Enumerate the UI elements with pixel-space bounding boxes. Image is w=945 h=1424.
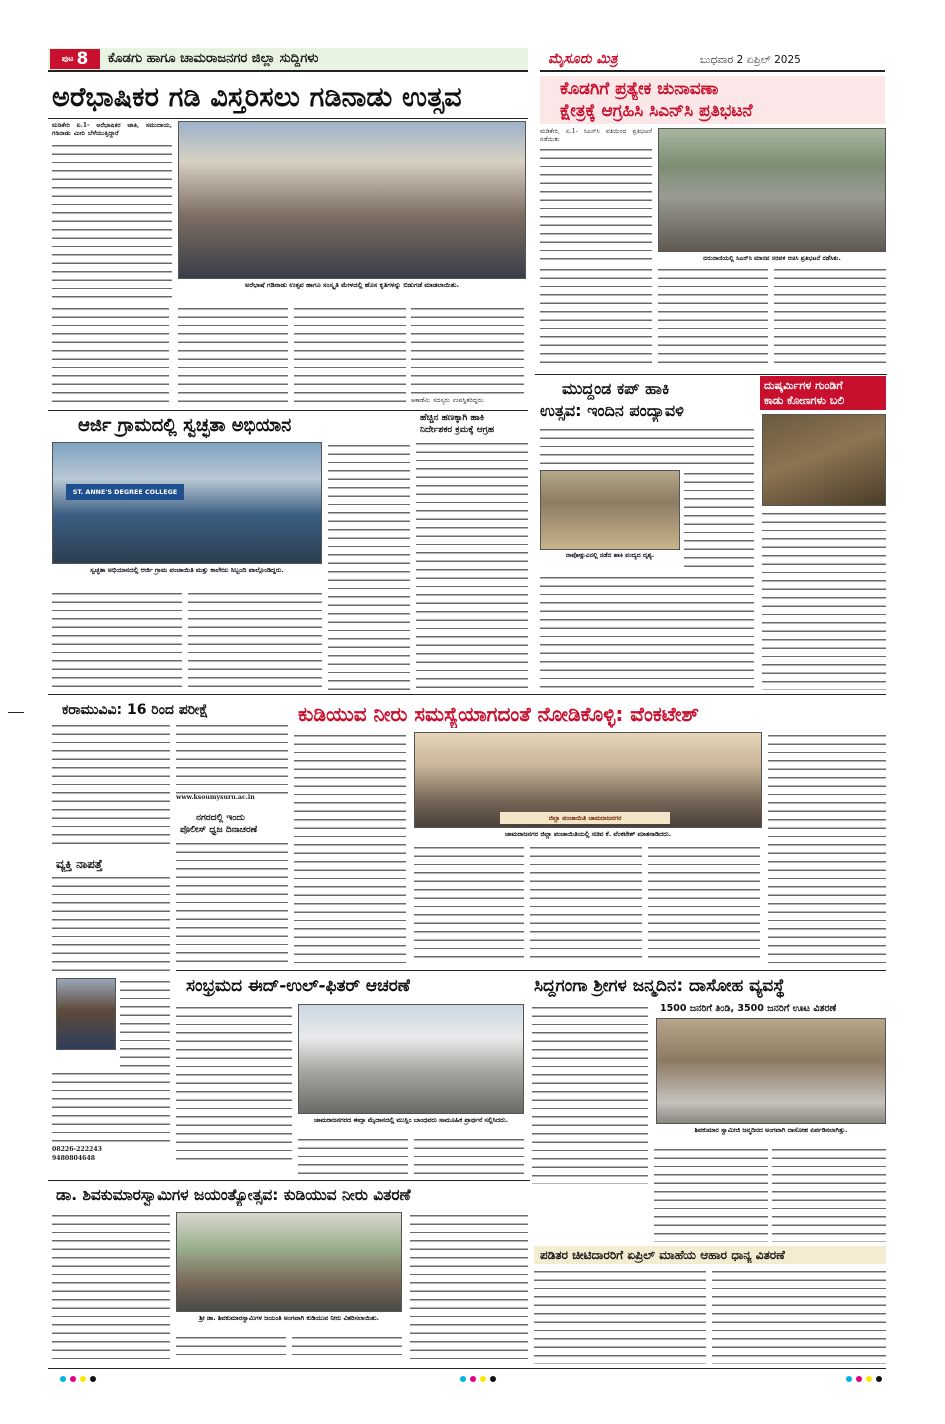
registration-mark [90, 1376, 96, 1382]
article-column [414, 1136, 524, 1176]
article-column [540, 426, 754, 466]
photo-dasoha [656, 1018, 886, 1124]
headline-buffalo-2: ಕಾಡು ಕೋಣಗಳು ಬಲಿ [764, 394, 845, 407]
registration-mark [80, 1376, 86, 1382]
college-banner: ST. ANNE'S DEGREE COLLEGE [66, 484, 184, 500]
page-number-badge [50, 49, 100, 69]
article-column [52, 1212, 170, 1362]
article-column [176, 1004, 292, 1164]
article-column [176, 1334, 286, 1362]
divider [176, 970, 886, 971]
registration-mark [70, 1376, 76, 1382]
registration-mark [460, 1376, 466, 1382]
photo-caption: ಅರೆಭಾಷೆ ಗಡಿನಾಡು ಉತ್ಸವ ಹಾಗೂ ಸಂಸ್ಕೃತಿ ಮೇಳದಲ್ಲಿ ಹೊಸ ಕೃತಿಗಳನ್ನು ಬಿಡುಗಡೆ ಮಾಡಲಾಯಿತು. [245, 281, 459, 289]
photo-buffalo [762, 414, 886, 506]
headline-police-2: ಪೊಲೀಸ್ ಧ್ವಜ ದಿನಾಚರಣೆ [180, 825, 258, 835]
article-lead: ಮಡಿಕೇರಿ, ಏ.1- ಸಿಎನ್‌ಸಿ ವತಿಯಿಂದ ಪ್ರತಿಭಟನೆ ನಡೆಯಿತು [540, 128, 652, 144]
photo-caption: ಶಿವಕುಮಾರ ಸ್ವಾಮೀಜಿ ಜನ್ಮದಿನದ ಅಂಗವಾಗಿ ದಾಸೋಹ ಏರ್ಪಡಿಸಲಾಗಿತ್ತು. [694, 1126, 848, 1134]
registration-mark [866, 1376, 872, 1382]
article-column [540, 574, 754, 690]
registration-mark [856, 1376, 862, 1382]
photo-caption: ಬಿರುನಾಣಿಯಲ್ಲಿ ಸಿಎನ್‌ಸಿ ಮಾನವ ಸರಪಳಿ ರಚಿಸಿ ಪ್ರತಿಭಟನೆ ನಡೆಸಿತು. [703, 255, 841, 262]
photo-caption: ಸ್ವಚ್ಛತಾ ಅಭಿಯಾನದಲ್ಲಿ ಆರ್ಜಿ ಗ್ರಾಮ ಪಂಚಾಯಿತಿ ಮತ್ತು ಕಾಲೇಜು ಸಿಬ್ಬಂದಿ ಪಾಲ್ಗೊಂಡಿದ್ದರು. [90, 566, 284, 574]
headline-hockey-2: ಉತ್ಸವ: ಇಂದಿನ ಪಂದ್ಯಾವಳಿ [540, 401, 684, 420]
photo-caption: ಚಾಮರಾಜನಗರದ ಈದ್ಗಾ ಮೈದಾನದಲ್ಲಿ ಮುಸ್ಲಿಂ ಬಾಂಧವರು ಸಾಮೂಹಿಕ ಪ್ರಾರ್ಥನೆ ಸಲ್ಲಿಸಿದರು. [313, 1116, 509, 1124]
registration-mark [490, 1376, 496, 1382]
article-column [52, 590, 182, 690]
article-column [658, 266, 768, 370]
registration-mark [846, 1376, 852, 1382]
page-number: 8 [76, 49, 89, 69]
headline-cnc-2: ಕ್ಷೇತ್ರಕ್ಕೆ ಆಗ್ರಹಿಸಿ ಸಿಎನ್‌ಸಿ ಪ್ರತಿಭಟನೆ [560, 101, 753, 121]
section-title: ಕೊಡಗು ಹಾಗೂ ಚಾಮರಾಜನಗರ ಜಿಲ್ಲಾ ಸುದ್ದಿಗಳು [108, 51, 319, 66]
article-column [294, 732, 406, 964]
headline-ration: ಪಡಿತರ ಚೀಟಿದಾರರಿಗೆ ಏಪ್ರಿಲ್ ಮಾಹೆಯ ಆಹಾರ ಧಾನ್ಯ ವಿತರಣೆ [540, 1248, 785, 1262]
article-column [298, 1136, 408, 1176]
headline-drinking-water: ಕುಡಿಯುವ ನೀರು ಸಮಸ್ಯೆಯಾಗದಂತೆ ನೋಡಿಕೊಳ್ಳಿ: ವೆಂಕಟೇಶ್ [298, 702, 699, 726]
photo-missing-person [56, 978, 116, 1050]
headline-small-2: ನಿರ್ದೇಶಕರ ಕ್ರಮಕ್ಕೆ ಆಗ್ರಹ [420, 425, 495, 435]
headline-buffalo: ದುಷ್ಕರ್ಮಿಗಳ ಗುಂಡಿಗೆ [764, 379, 843, 392]
headline-police: ನಗರದಲ್ಲಿ ಇಂದು [196, 813, 245, 823]
article-column [654, 1146, 768, 1242]
registration-mark [876, 1376, 882, 1382]
photo-caption: ಚಾಮರಾಜನಗರ ಜಿಲ್ಲಾ ಪಂಚಾಯಿತಿಯಲ್ಲಿ ಸಚಿವ ಕೆ. ವೆಂಕಟೇಶ್ ಮಾತನಾಡಿದರು. [504, 830, 672, 838]
article-column [52, 722, 170, 850]
article-column [328, 442, 410, 690]
headline-cnc: ಕೊಡಗಿಗೆ ಪ್ರತ್ಯೇಕ ಚುನಾವಣಾ [560, 79, 719, 99]
divider [48, 118, 528, 119]
paper-name: ಮೈಸೂರು ಮಿತ್ರ [548, 51, 618, 67]
article-column [52, 305, 169, 405]
photo-book-release [178, 121, 526, 279]
article-column [52, 1070, 170, 1146]
article-end: ಆಕಾಡೆಮಿ ಸದಸ್ಯರು ಉಪಸ್ಥಿತರಿದ್ದರು. [411, 397, 485, 404]
mobile-number: 9480804648 [52, 1155, 96, 1162]
article-column [530, 844, 642, 964]
article-column [712, 1268, 886, 1364]
photo-hockey [540, 470, 680, 550]
headline-hockey: ಮುದ್ದಂಡ ಕಪ್ ಹಾಕಿ [562, 379, 670, 398]
article-column [178, 305, 288, 405]
page-margin-mark [8, 712, 24, 713]
headline-swachhata: ಆರ್ಜಿ ಗ್ರಾಮದಲ್ಲಿ ಸ್ವಚ್ಛತಾ ಅಭಿಯಾನ [78, 415, 292, 436]
contact-number: 08226-222243 [52, 1146, 102, 1153]
divider [48, 410, 528, 411]
article-column [762, 510, 886, 690]
article-column [52, 874, 170, 974]
meeting-banner: ಜಿಲ್ಲಾ ಪಂಚಾಯಿತಿ ಚಾಮರಾಜನಗರ [500, 812, 670, 824]
ksou-website: www.ksoumysuru.ac.in [176, 794, 255, 801]
article-column [772, 1146, 886, 1242]
article-column [52, 142, 172, 302]
article-column [188, 590, 322, 690]
headline-small: ಹೆಚ್ಚಿನ ಹಣಕ್ಕಾಗಿ ಹಾಕಿ [420, 413, 485, 423]
photo-swachhata [52, 442, 322, 564]
headline-eid: ಸಂಭ್ರಮದ ಈದ್-ಉಲ್-ಫಿತರ್ ಆಚರಣೆ [186, 976, 411, 996]
article-column [768, 732, 886, 964]
photo-protest [658, 128, 886, 252]
headline-ksou: ಕರಾಮುವಿವಿ: 16 ರಿಂದ ಪರೀಕ್ಷೆ [62, 702, 209, 718]
article-column [294, 305, 406, 405]
headline-gadinadu-utsava: ಅರೆಭಾಷಿಕರ ಗಡಿ ವಿಸ್ತರಿಸಲು ಗಡಿನಾಡು ಉತ್ಸವ [52, 82, 462, 113]
article-column [411, 305, 524, 397]
article-column [540, 146, 652, 264]
article-column [648, 844, 760, 964]
registration-mark [480, 1376, 486, 1382]
article-column [540, 266, 652, 370]
photo-caption: ನಾಪೋಕ್ಲುವಿನಲ್ಲಿ ನಡೆದ ಹಾಕಿ ಪಂದ್ಯದ ದೃಶ್ಯ. [565, 552, 655, 559]
article-column [414, 844, 524, 964]
article-column [416, 440, 528, 690]
photo-caption: ಶ್ರೀ ಡಾ. ಶಿವಕುಮಾರಸ್ವಾಮಿಗಳ ಜಯಂತಿ ಅಂಗವಾಗಿ ಕುಡಿಯುವ ನೀರು ವಿತರಿಸಲಾಯಿತು. [199, 1314, 379, 1322]
headline-jayanthi: ಡಾ. ಶಿವಕುಮಾರಸ್ವಾಮಿಗಳ ಜಯಂತ್ಯೋತ್ಸವ: ಕುಡಿಯುವ ನೀರು ವಿತರಣೆ [56, 1186, 411, 1204]
headline-missing: ವ್ಯಕ್ತಿ ನಾಪತ್ತೆ [56, 857, 103, 871]
article-column [176, 722, 288, 794]
photo-eid-prayer [298, 1004, 524, 1114]
subheadline-meals: 1500 ಜನರಿಗೆ ತಿಂಡಿ, 3500 ಜನರಿಗೆ ಊಟ ವಿತರಣೆ [660, 1003, 837, 1014]
article-column [292, 1334, 402, 1362]
divider [48, 694, 886, 695]
headline-siddaganga: ಸಿದ್ದಗಂಗಾ ಶ್ರೀಗಳ ಜನ್ಮದಿನ: ದಾಸೋಹ ವ್ಯವಸ್ಥೆ [534, 976, 785, 996]
article-column [684, 470, 754, 570]
article-column [120, 978, 170, 1070]
registration-mark [470, 1376, 476, 1382]
page-label: ಪುಟ [61, 54, 74, 63]
article-column [176, 840, 288, 962]
bottom-rule [48, 1368, 886, 1369]
registration-mark [60, 1376, 66, 1382]
article-lead: ಮಡಿಕೇರಿ ಏ.1- ಅರೆಭಾಷಿಕರ ಜಾತಿ, ಸಮುದಾಯ, ಗಡಿನಾಡು ಮೀರಿ ಬೆಳೆಯುತ್ತಿದ್ದಾರೆ [52, 122, 172, 138]
divider [535, 374, 887, 375]
article-column [532, 1004, 648, 1184]
article-column [410, 1212, 528, 1362]
photo-water-distribution [176, 1212, 402, 1312]
paper-date: ಬುಧವಾರ 2 ಏಪ್ರಿಲ್ 2025 [700, 54, 801, 66]
divider [48, 1180, 530, 1181]
article-column [534, 1268, 706, 1364]
article-column [774, 266, 886, 370]
